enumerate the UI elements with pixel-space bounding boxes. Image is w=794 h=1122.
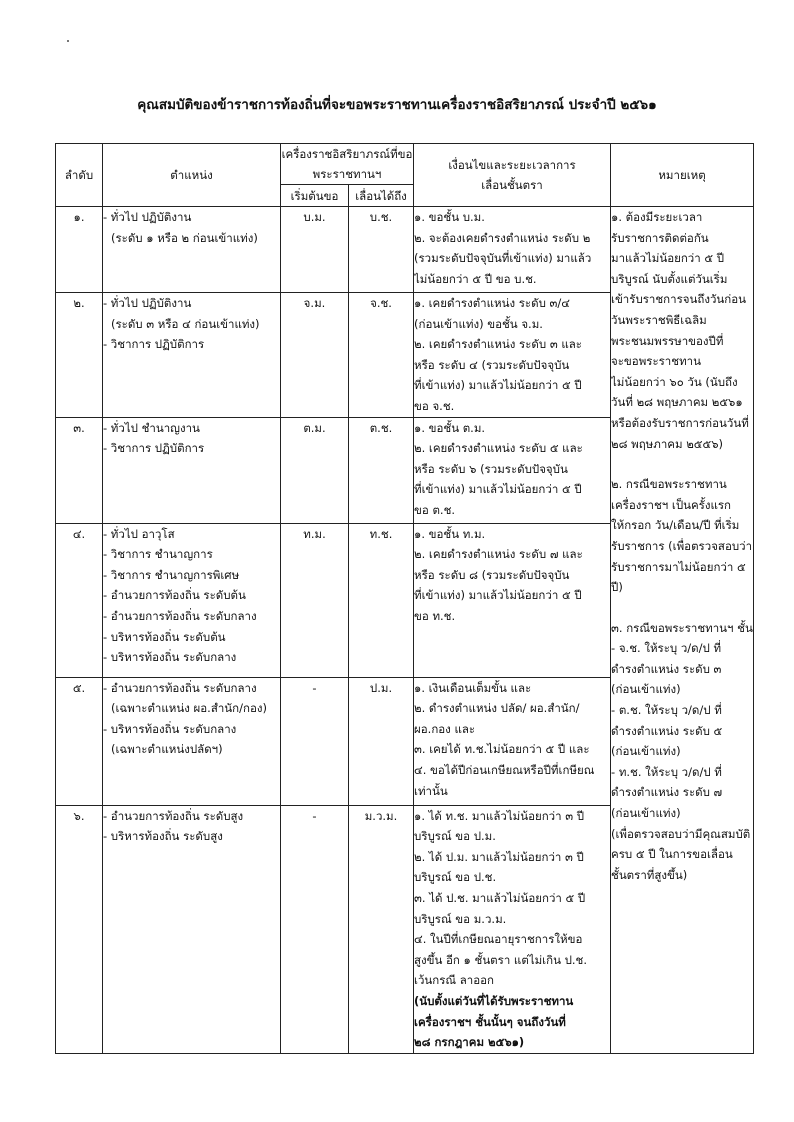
position-cell — [103, 523, 281, 677]
remarks-spacer — [611, 598, 753, 618]
condition-line: ๑. ได้ ท.ช. มาแล้วไม่น้อยกว่า ๓ ปี — [414, 808, 585, 823]
start-decoration: - — [281, 805, 349, 1053]
condition-line: เท่านั้น — [414, 783, 448, 798]
row-number: ๔. — [56, 523, 103, 677]
scan-speck — [67, 40, 69, 42]
condition-line: หรือ ระดับ ๖ (รวมระดับปัจจุบัน — [414, 461, 568, 476]
max-decoration: บ.ช. — [349, 207, 414, 293]
row-number: ๒. — [56, 293, 103, 418]
position-line: - อำนวยการท้องถิ่น ระดับกลาง — [103, 608, 257, 623]
position-line: - บริหารท้องถิ่น ระดับต้น — [103, 629, 226, 644]
start-decoration: บ.ม. — [281, 207, 349, 293]
conditions-cell — [414, 805, 611, 1053]
position-line: (ระดับ ๑ หรือ ๒ ก่อนเข้าแท่ง) — [111, 230, 258, 245]
position-line: - วิชาการ ชำนาญการพิเศษ — [103, 567, 240, 582]
remarks-line: (ก่อนเข้าแท่ง) — [611, 682, 681, 697]
position-line: - ทั่วไป อาวุโส — [103, 526, 175, 541]
header-order: ลำดับ — [56, 144, 103, 207]
remarks-line: พระชนมพรรษาของปีที่ — [611, 333, 724, 348]
start-decoration: ท.ม. — [281, 523, 349, 677]
remarks-line: ๒๘ พฤษภาคม ๒๕๕๖) — [611, 436, 723, 451]
condition-line: หรือ ระดับ ๘ (รวมระดับปัจจุบัน — [414, 567, 570, 582]
remarks-line: ครบ ๕ ปี ในการขอเลื่อน — [611, 847, 733, 862]
position-line: - อำนวยการท้องถิ่น ระดับต้น — [103, 588, 246, 603]
row-number: ๑. — [56, 207, 103, 293]
position-line: - อำนวยการท้องถิ่น ระดับสูง — [103, 808, 244, 823]
position-line: - ทั่วไป ปฏิบัติงาน — [103, 296, 192, 310]
position-line: - บริหารท้องถิ่น ระดับกลาง — [103, 650, 237, 665]
condition-line: ๑. เคยดำรงตำแหน่ง ระดับ ๓/๔ — [414, 296, 570, 310]
condition-line: ๑. ขอชั้น ท.ม. — [414, 526, 486, 541]
table-row — [56, 207, 754, 293]
condition-line: บริบูรณ์ ขอ ป.ช. — [414, 870, 497, 885]
condition-line: ๑. ขอชั้น บ.ม. — [414, 210, 485, 224]
condition-note-line: ๒๘ กรกฎาคม ๒๕๖๑) — [414, 1035, 525, 1050]
condition-line: ๒. เคยดำรงตำแหน่ง ระดับ ๗ และ — [414, 547, 583, 562]
remarks-line: (ก่อนเข้าแท่ง) — [611, 806, 681, 821]
remarks-cell — [611, 207, 754, 1054]
condition-line: หรือ ระดับ ๔ (รวมระดับปัจจุบัน — [414, 357, 570, 372]
condition-line: บริบูรณ์ ขอ ม.ว.ม. — [414, 911, 507, 926]
conditions-cell — [414, 523, 611, 677]
condition-line: ที่เข้าแท่ง) มาแล้วไม่น้อยกว่า ๕ ปี — [414, 482, 582, 497]
position-line: - อำนวยการท้องถิ่น ระดับกลาง — [103, 680, 257, 695]
header-remarks: หมายเหตุ — [611, 144, 754, 207]
condition-line: (ก่อนเข้าแท่ง) ขอชั้น จ.ม. — [414, 316, 543, 331]
header-position: ตำแหน่ง — [103, 144, 281, 207]
condition-line: ผอ.กอง และ — [414, 721, 476, 736]
remarks-line: มาแล้วไม่น้อยกว่า ๕ ปี — [611, 251, 725, 266]
row-number: ๕. — [56, 677, 103, 805]
start-decoration: จ.ม. — [281, 293, 349, 418]
header-decoration: เครื่องราชอิสริยาภรณ์ที่ขอพระราชทานฯ — [281, 144, 414, 185]
header-conditions: เงื่อนไขและระยะเวลาการเลื่อนชั้นตรา — [414, 144, 611, 207]
condition-line: ที่เข้าแท่ง) มาแล้วไม่น้อยกว่า ๕ ปี — [414, 588, 582, 603]
remarks-line: วันพระราชพิธีเฉลิม — [611, 312, 707, 327]
condition-line: ขอ จ.ช. — [414, 398, 455, 413]
position-cell — [103, 805, 281, 1053]
remarks-line: - ต.ช. ให้ระบุ ว/ด/ป ที่ — [611, 703, 722, 718]
position-line: (ระดับ ๓ หรือ ๔ ก่อนเข้าแท่ง) — [111, 316, 260, 331]
condition-line: ๒. เคยดำรงตำแหน่ง ระดับ ๓ และ — [414, 337, 582, 352]
conditions-cell — [414, 293, 611, 418]
max-decoration: ท.ช. — [349, 523, 414, 677]
conditions-cell — [414, 677, 611, 805]
header-max: เลื่อนได้ถึง — [349, 185, 414, 207]
position-line: (เฉพาะตำแหน่ง ผอ.สำนัก/กอง) — [111, 701, 267, 716]
remarks-line: ๒. กรณีขอพระราชทาน — [611, 477, 727, 492]
condition-line: ๔. ขอได้ปีก่อนเกษียณหรือปีที่เกษียณ — [414, 762, 595, 777]
remarks-line: เข้ารับราชการจนถึงวันก่อน — [611, 292, 747, 307]
page-title: คุณสมบัติของข้าราชการท้องถิ่นที่จะขอพระราชทานเครื่องราชอิสริยาภรณ์ ประจำปี ๒๕๖๑ — [137, 97, 657, 113]
remarks-line: (ก่อนเข้าแท่ง) — [611, 744, 681, 759]
remarks-line: รับราชการ (เพื่อตรวจสอบว่า — [611, 538, 753, 553]
position-line: (เฉพาะตำแหน่งปลัดฯ) — [111, 742, 223, 757]
remarks-line: ๓. กรณีขอพระราชทานฯ ชั้น — [611, 620, 753, 635]
header-start: เริ่มต้นขอ — [281, 185, 349, 207]
conditions-cell — [414, 417, 611, 523]
remarks-line: ดำรงตำแหน่ง ระดับ ๓ — [611, 661, 722, 676]
row-number: ๖. — [56, 805, 103, 1053]
condition-line: ๓. ได้ ป.ช. มาแล้วไม่น้อยกว่า ๕ ปี — [414, 890, 586, 905]
condition-line: ๒. เคยดำรงตำแหน่ง ระดับ ๕ และ — [414, 441, 583, 456]
remarks-line: วันที่ ๒๘ พฤษภาคม ๒๕๖๑ — [611, 395, 743, 410]
condition-line: ที่เข้าแท่ง) มาแล้วไม่น้อยกว่า ๕ ปี — [414, 378, 582, 393]
remarks-line: รับราชการติดต่อกัน — [611, 230, 709, 245]
position-line: - บริหารท้องถิ่น ระดับสูง — [103, 829, 223, 844]
condition-line: ๑. ขอชั้น ต.ม. — [414, 420, 486, 435]
position-line: - วิชาการ ปฏิบัติการ — [103, 441, 205, 456]
remarks-line: ไม่น้อยกว่า ๖๐ วัน (นับถึง — [611, 374, 738, 389]
condition-line: เว้นกรณี ลาออก — [414, 973, 495, 988]
condition-line: ๔. ในปีที่เกษียณอายุราชการให้ขอ — [414, 932, 583, 947]
position-line: - บริหารท้องถิ่น ระดับกลาง — [103, 721, 237, 736]
position-line: - วิชาการ ปฏิบัติการ — [103, 337, 205, 352]
condition-line: ๑. เงินเดือนเต็มขั้น และ — [414, 680, 532, 695]
max-decoration: จ.ช. — [349, 293, 414, 418]
condition-line: ๓. เคยได้ ท.ช.ไม่น้อยกว่า ๕ ปี และ — [414, 742, 590, 757]
remarks-line: จะขอพระราชทาน — [611, 354, 701, 369]
qualification-table — [55, 143, 754, 1054]
remarks-line: หรือต้องรับราชการก่อนวันที่ — [611, 415, 749, 430]
remarks-line: - ท.ช. ให้ระบุ ว/ด/ป ที่ — [611, 764, 722, 779]
condition-line: ๒. ดำรงตำแหน่ง ปลัด/ ผอ.สำนัก/ — [414, 701, 580, 716]
remarks-line: ชั้นตราที่สูงขึ้น) — [611, 867, 688, 882]
max-decoration: ป.ม. — [349, 677, 414, 805]
remarks-line: ๑. ต้องมีระยะเวลา — [611, 210, 703, 224]
position-cell — [103, 293, 281, 418]
remarks-line: - จ.ช. ให้ระบุ ว/ด/ป ที่ — [611, 641, 722, 656]
position-line: - ทั่วไป ชำนาญงาน — [103, 420, 200, 435]
remarks-spacer — [611, 454, 753, 474]
remarks-line: ดำรงตำแหน่ง ระดับ ๕ — [611, 723, 723, 738]
position-cell — [103, 677, 281, 805]
row-number: ๓. — [56, 417, 103, 523]
max-decoration: ต.ช. — [349, 417, 414, 523]
condition-line: ๒. จะต้องเคยดำรงตำแหน่ง ระดับ ๒ — [414, 230, 591, 245]
remarks-line: ให้กรอก วัน/เดือน/ปี ที่เริ่ม — [611, 518, 740, 533]
condition-line: ๒. ได้ ป.ม. มาแล้วไม่น้อยกว่า ๓ ปี — [414, 849, 584, 864]
condition-line: สูงขึ้น อีก ๑ ชั้นตรา แต่ไม่เกิน ป.ช. — [414, 952, 588, 967]
position-line: - วิชาการ ชำนาญการ — [103, 547, 213, 562]
condition-line: ไม่น้อยกว่า ๕ ปี ขอ บ.ช. — [414, 271, 537, 286]
condition-line: ขอ ท.ช. — [414, 608, 456, 623]
conditions-cell — [414, 207, 611, 293]
remarks-line: (เพื่อตรวจสอบว่ามีคุณสมบัติ — [611, 826, 751, 841]
remarks-line: บริบูรณ์ นับตั้งแต่วันเริ่ม — [611, 271, 728, 286]
remarks-line: ดำรงตำแหน่ง ระดับ ๗ — [611, 785, 723, 800]
start-decoration: ต.ม. — [281, 417, 349, 523]
start-decoration: - — [281, 677, 349, 805]
condition-line: (รวมระดับปัจจุบันที่เข้าแท่ง) มาแล้ว — [414, 251, 592, 266]
position-line: - ทั่วไป ปฏิบัติงาน — [103, 210, 192, 224]
position-cell — [103, 207, 281, 293]
remarks-line: เครื่องราชฯ เป็นครั้งแรก — [611, 497, 732, 512]
max-decoration: ม.ว.ม. — [349, 805, 414, 1053]
remarks-line: รับราชการมาไม่น้อยกว่า ๕ ปี) — [611, 559, 746, 595]
condition-line: บริบูรณ์ ขอ ป.ม. — [414, 829, 496, 844]
position-cell — [103, 417, 281, 523]
condition-note-line: เครื่องราชฯ ชั้นนั้นๆ จนถึงวันที่ — [414, 1014, 566, 1029]
condition-note-line: (นับตั้งแต่วันที่ได้รับพระราชทาน — [414, 993, 574, 1008]
condition-line: ขอ ต.ช. — [414, 502, 456, 517]
